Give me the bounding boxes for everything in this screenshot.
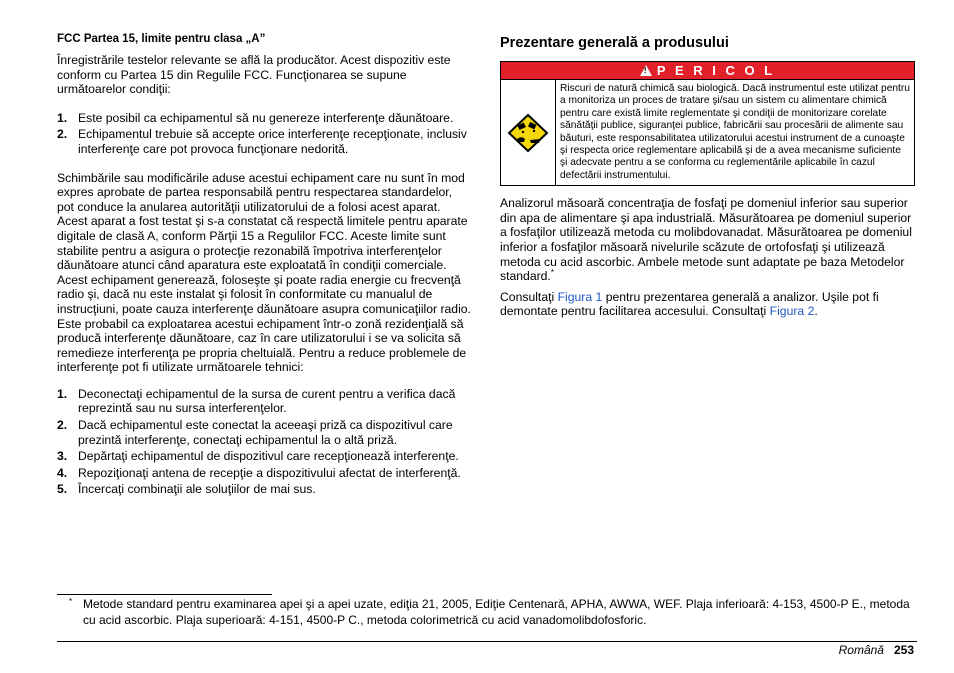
- list-item: [57, 418, 472, 447]
- list-item: [57, 466, 472, 481]
- left-column: [57, 31, 472, 511]
- list-text: Este posibil ca echipamentul să nu genereze interferenţe dăunătoare.: [78, 110, 454, 125]
- hazard-description: Riscuri de natură chimică sau biologică. Dacă instrumentul este utilizat pentru a monitoriza un proces de tratare şi/sau un sistem cu alimentare chimică pentru care există limite reglementate şi condiţii de monitorizare corelate sănătăţii publice, siguranţei publice, fabricării sau procesării de alimente sau băuturi, este responsabilitatea utilizatorului acestui instrument de a cunoaşte şi respecta orice reglementare aplicabilă şi de a avea mecanisme suficiente şi adecvate pentru a se conforma cu reglementările aplicabile în cazul defectării instrumentului.: [560, 83, 910, 181]
- list-number: 2.: [57, 418, 68, 433]
- list-text: Dacă echipamentul este conectat la aceeaşi priză ca dispozitivul care prezintă interferenţe, conectaţi echipamentul la o altă priză.: [78, 418, 453, 447]
- danger-signal-word: P E R I C O L: [656, 63, 776, 78]
- text-segment: .: [814, 304, 818, 319]
- list-item: [57, 449, 472, 464]
- fcc-body: Schimbările sau modificările aduse acestui echipament care nu sunt în mod expres aprobate de partea responsabilă pentru respectarea standardelor, pot conduce la anularea autorităţii utilizatorului de a folosi acest aparat. Acest aparat a fost testat şi s-a constatat că respectă limitele pentru aparate digitale de clasă A, conform Părţii 15 a Regulilor FCC. Aceste limite sunt stabilite pentru a asigura o protecţie rezonabilă împotriva interferenţelor dăunătoare atunci când aparatura este exploatată în condiţii comerciale. Acest echipament generează, foloseşte şi poate radia energie cu frecvenţă radio şi, dacă nu este instalat şi folosit în conformitate cu manualul de instrucţiuni, poate cauza interferenţe dăunătoare asupra comunicaţiilor radio. Este probabil ca exploatarea acestui echipament într-o zonă rezidenţială să producă interferenţe dăunătoare, caz în care utilizatorului i se va solicita să remedieze interferenţa pe propria cheltuială. Pentru a reduce problemele de interferenţe pot fi utilizate următoarele tehnici:: [57, 170, 471, 375]
- text-segment: pentru prezentarea generală a analizor. Uşile pot fi demontate pentru facilitarea accesului. Consultaţi: [500, 289, 879, 319]
- analyzer-description: [500, 196, 915, 284]
- fcc-heading: FCC Partea 15, limite pentru clasa „A”: [57, 33, 266, 45]
- list-item: [57, 482, 472, 497]
- list-number: 1.: [57, 110, 68, 125]
- figura-2-link[interactable]: Figura 2: [769, 304, 815, 319]
- figura-1-link[interactable]: Figura 1: [557, 289, 603, 304]
- hazard-icon-cell: [501, 80, 556, 185]
- hazard-body: [501, 80, 914, 185]
- footnote-mark: *: [69, 597, 73, 606]
- figure-reference-paragraph: [500, 290, 915, 319]
- footer-divider: [57, 641, 917, 642]
- list-number: 5.: [57, 482, 68, 497]
- right-column: [500, 31, 915, 333]
- danger-header: [501, 62, 914, 80]
- footer-language: Română: [838, 643, 884, 657]
- list-text: Depărtaţi echipamentul de dispozitivul care recepţionează interferenţe.: [78, 449, 459, 464]
- list-item: [57, 387, 472, 416]
- page-number: 253: [893, 643, 914, 657]
- fcc-conditions-list: [57, 111, 472, 157]
- product-overview-heading: Prezentare generală a produsului: [500, 35, 729, 51]
- list-number: 3.: [57, 449, 68, 464]
- warning-triangle-icon: !: [640, 65, 652, 76]
- analyzer-description-text: Analizorul măsoară concentraţia de fosfaţi pe domeniul inferior sau superior din apa de alimentare şi apa industrială. Măsurătoarea pe domeniul superior a fosfaţilor utilizează metoda cu molibdovanadat. Măsurătoarea pe domeniul inferior a fosfaţilor măsoară nivelurile scăzute de ortofosfaţi şi utilizează metoda cu acid ascorbic. Ambele metode sunt adaptate pe baza Metodelor standard.: [500, 196, 912, 284]
- danger-hazard-box: [500, 61, 915, 186]
- list-item: [57, 127, 472, 156]
- footnote-reference[interactable]: *: [550, 268, 554, 278]
- list-number: 1.: [57, 386, 68, 401]
- list-number: 4.: [57, 465, 68, 480]
- list-item: [57, 111, 472, 126]
- page-footer: [839, 642, 914, 658]
- footnote: [57, 597, 917, 628]
- list-text: Repoziţionaţi antena de recepţie a dispozitivului afectat de interferenţă.: [78, 465, 461, 480]
- list-number: 2.: [57, 127, 68, 142]
- corrosive-hazard-icon: [507, 113, 549, 153]
- interference-techniques-list: [57, 387, 472, 497]
- footnote-divider: [57, 594, 272, 595]
- text-segment: Consultaţi: [500, 289, 558, 304]
- list-text: Deconectaţi echipamentul de la sursa de curent pentru a verifica dacă reprezintă sau nu sursa interferenţelor.: [78, 386, 456, 416]
- list-text: Echipamentul trebuie să accepte orice interferenţe recepţionate, inclusiv interferenţe care pot provoca funcţionare nedorită.: [78, 127, 467, 156]
- footnote-text: Metode standard pentru examinarea apei şi a apei uzate, ediţia 21, 2005, Ediţie Centenară, APHA, AWWA, WEF. Plaja inferioară: 4-153, 4500-P E., metoda cu acid ascorbic. Plaja superioară: 4-151, 4500-P C., metoda colorimetrică cu acid vanadomolibdofosforic.: [83, 597, 910, 627]
- list-text: Încercaţi combinaţii ale soluţiilor de mai sus.: [78, 482, 316, 497]
- fcc-intro: Înregistrările testelor relevante se află la producător. Acest dispozitiv este conform cu Partea 15 din Regulile FCC. Funcţionarea se supune următoarelor condiţii:: [57, 53, 451, 97]
